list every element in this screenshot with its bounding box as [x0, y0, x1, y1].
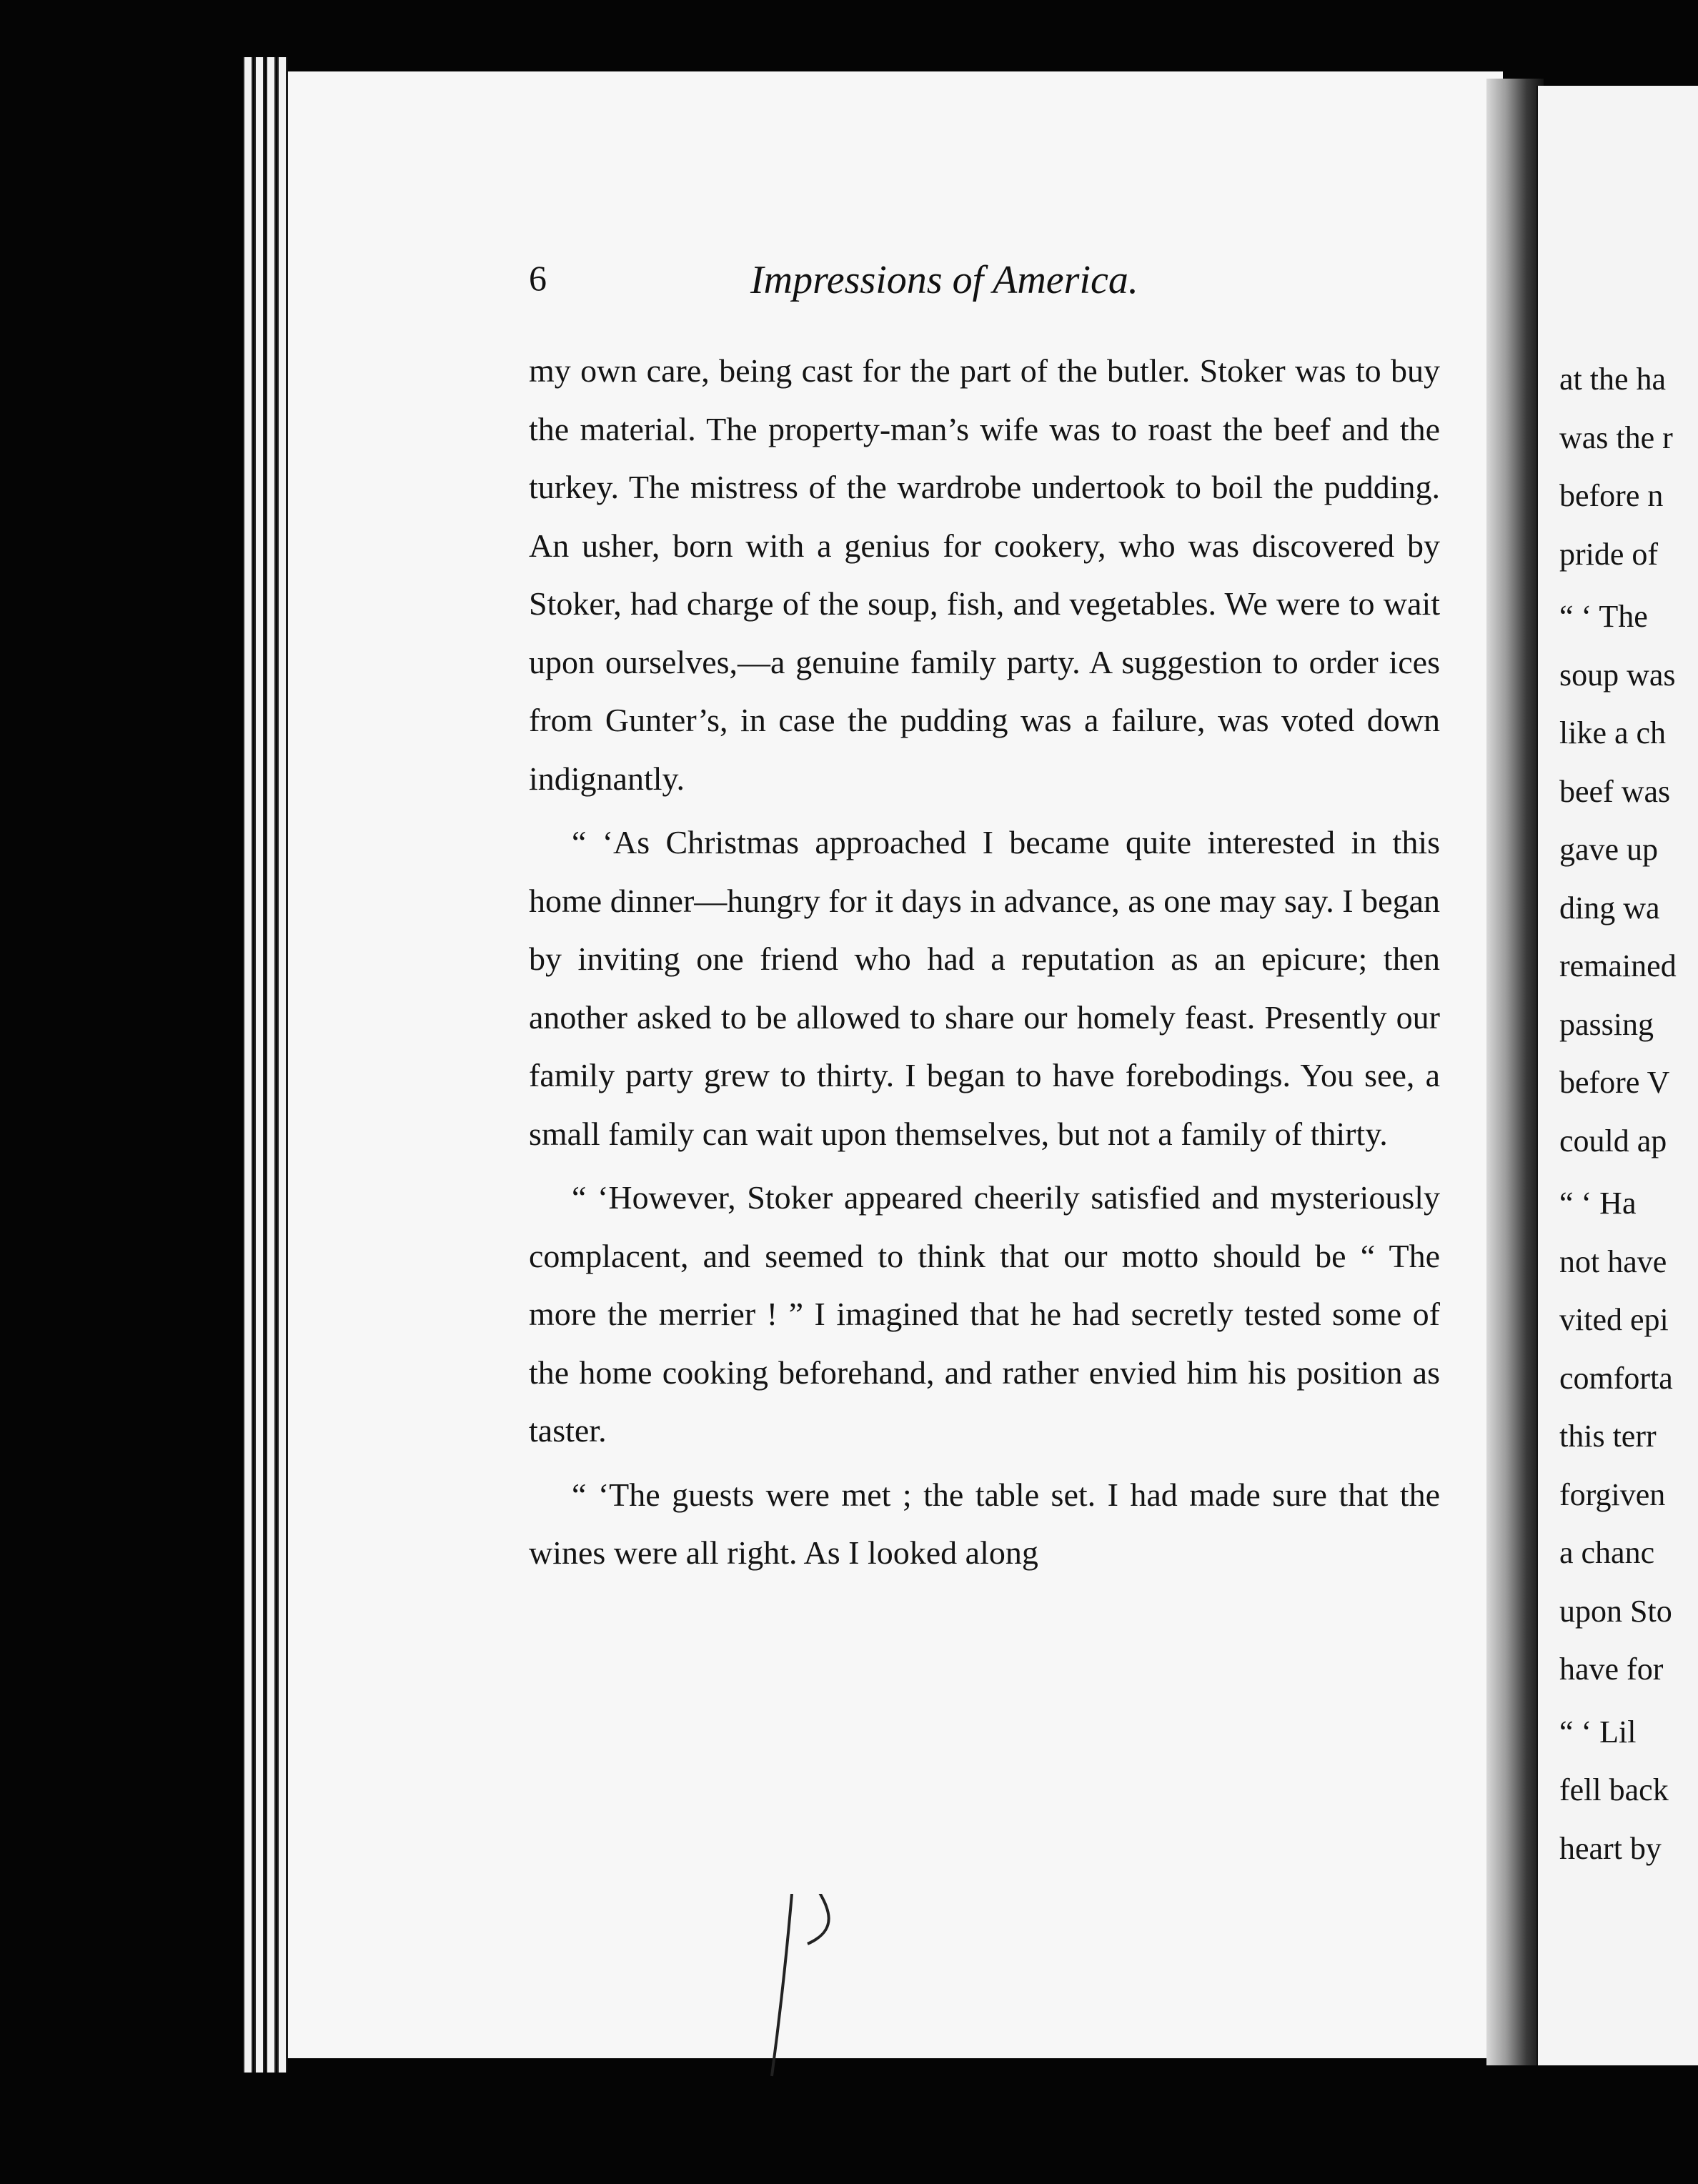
facing-line: heart by: [1559, 1830, 1662, 1866]
facing-line: remained: [1559, 948, 1677, 983]
facing-line: passing: [1559, 1006, 1654, 1042]
facing-line: before V: [1559, 1065, 1670, 1100]
facing-line: “ ‘ Ha: [1559, 1186, 1637, 1221]
facing-page-text: [1559, 350, 1698, 1877]
page-edge: [243, 57, 253, 2073]
paragraph: my own care, being cast for the part of the butler. Stoker was to buy the material. The property-man’s wife was to roast the beef and the turkey. The mistress of the wardrobe undertook to boil the pudding. An usher, born with a genius for cookery, who was discovered by Stoker, had charge of the soup, fish, and vegetables. We were to wait upon ourselves,—a genuine family party. A suggestion to order ices from Gunter’s, in case the pudding was a failure, was voted down indignantly.: [529, 352, 1440, 797]
facing-line: comforta: [1559, 1360, 1673, 1396]
paragraph: “ ‘However, Stoker appeared cheerily satisfied and mysteriously complacent, and seemed to think that our motto should be “ The more the merrier ! ” I imagined that he had secretly tested some of the home cooking beforehand, and rather envied him his position as taster.: [529, 1179, 1440, 1449]
facing-line: have for: [1559, 1652, 1664, 1687]
facing-line: vited epi: [1559, 1302, 1669, 1337]
facing-line: like a ch: [1559, 715, 1667, 750]
facing-line: gave up: [1559, 832, 1659, 867]
page-edge: [254, 57, 264, 2073]
facing-line: forgiven: [1559, 1476, 1666, 1512]
facing-line: soup was: [1559, 657, 1676, 693]
right-page: [1536, 86, 1698, 2065]
facing-line: this terr: [1559, 1419, 1657, 1454]
facing-line: before n: [1559, 478, 1664, 513]
body-text: [529, 342, 1440, 1582]
facing-line: was the r: [1559, 420, 1673, 455]
facing-line: “ ‘ The: [1559, 599, 1648, 634]
facing-line: “ ‘ Lil: [1559, 1714, 1637, 1749]
page-header: [529, 257, 1451, 314]
facing-line: pride of: [1559, 536, 1659, 572]
book-gutter: [1486, 79, 1544, 2065]
facing-line: a chanc: [1559, 1535, 1655, 1570]
paragraph: “ ‘The guests were met ; the table set. I had made sure that the wines were all right. As I looked along: [529, 1476, 1440, 1571]
facing-line: ding wa: [1559, 890, 1660, 925]
page-edge: [266, 57, 276, 2073]
facing-line: at the ha: [1559, 362, 1667, 397]
facing-line: upon Sto: [1559, 1593, 1672, 1629]
facing-line: could ap: [1559, 1123, 1667, 1158]
paragraph: “ ‘As Christmas approached I became quite interested in this home dinner—hungry for it days in advance, as one may say. I began by inviting one friend who had a reputation as an epicure; then another asked to be allowed to share our homely feast. Presently our family party grew to thirty. I began to have forebodings. You see, a small family can wait upon themselves, but not a family of thirty.: [529, 824, 1440, 1152]
page-number: 6: [529, 258, 547, 298]
facing-line: beef was: [1559, 773, 1671, 809]
pen-mark: [750, 1894, 850, 2080]
facing-line: fell back: [1559, 1772, 1669, 1807]
running-title: Impressions of America.: [750, 258, 1138, 302]
facing-line: not have: [1559, 1244, 1667, 1279]
